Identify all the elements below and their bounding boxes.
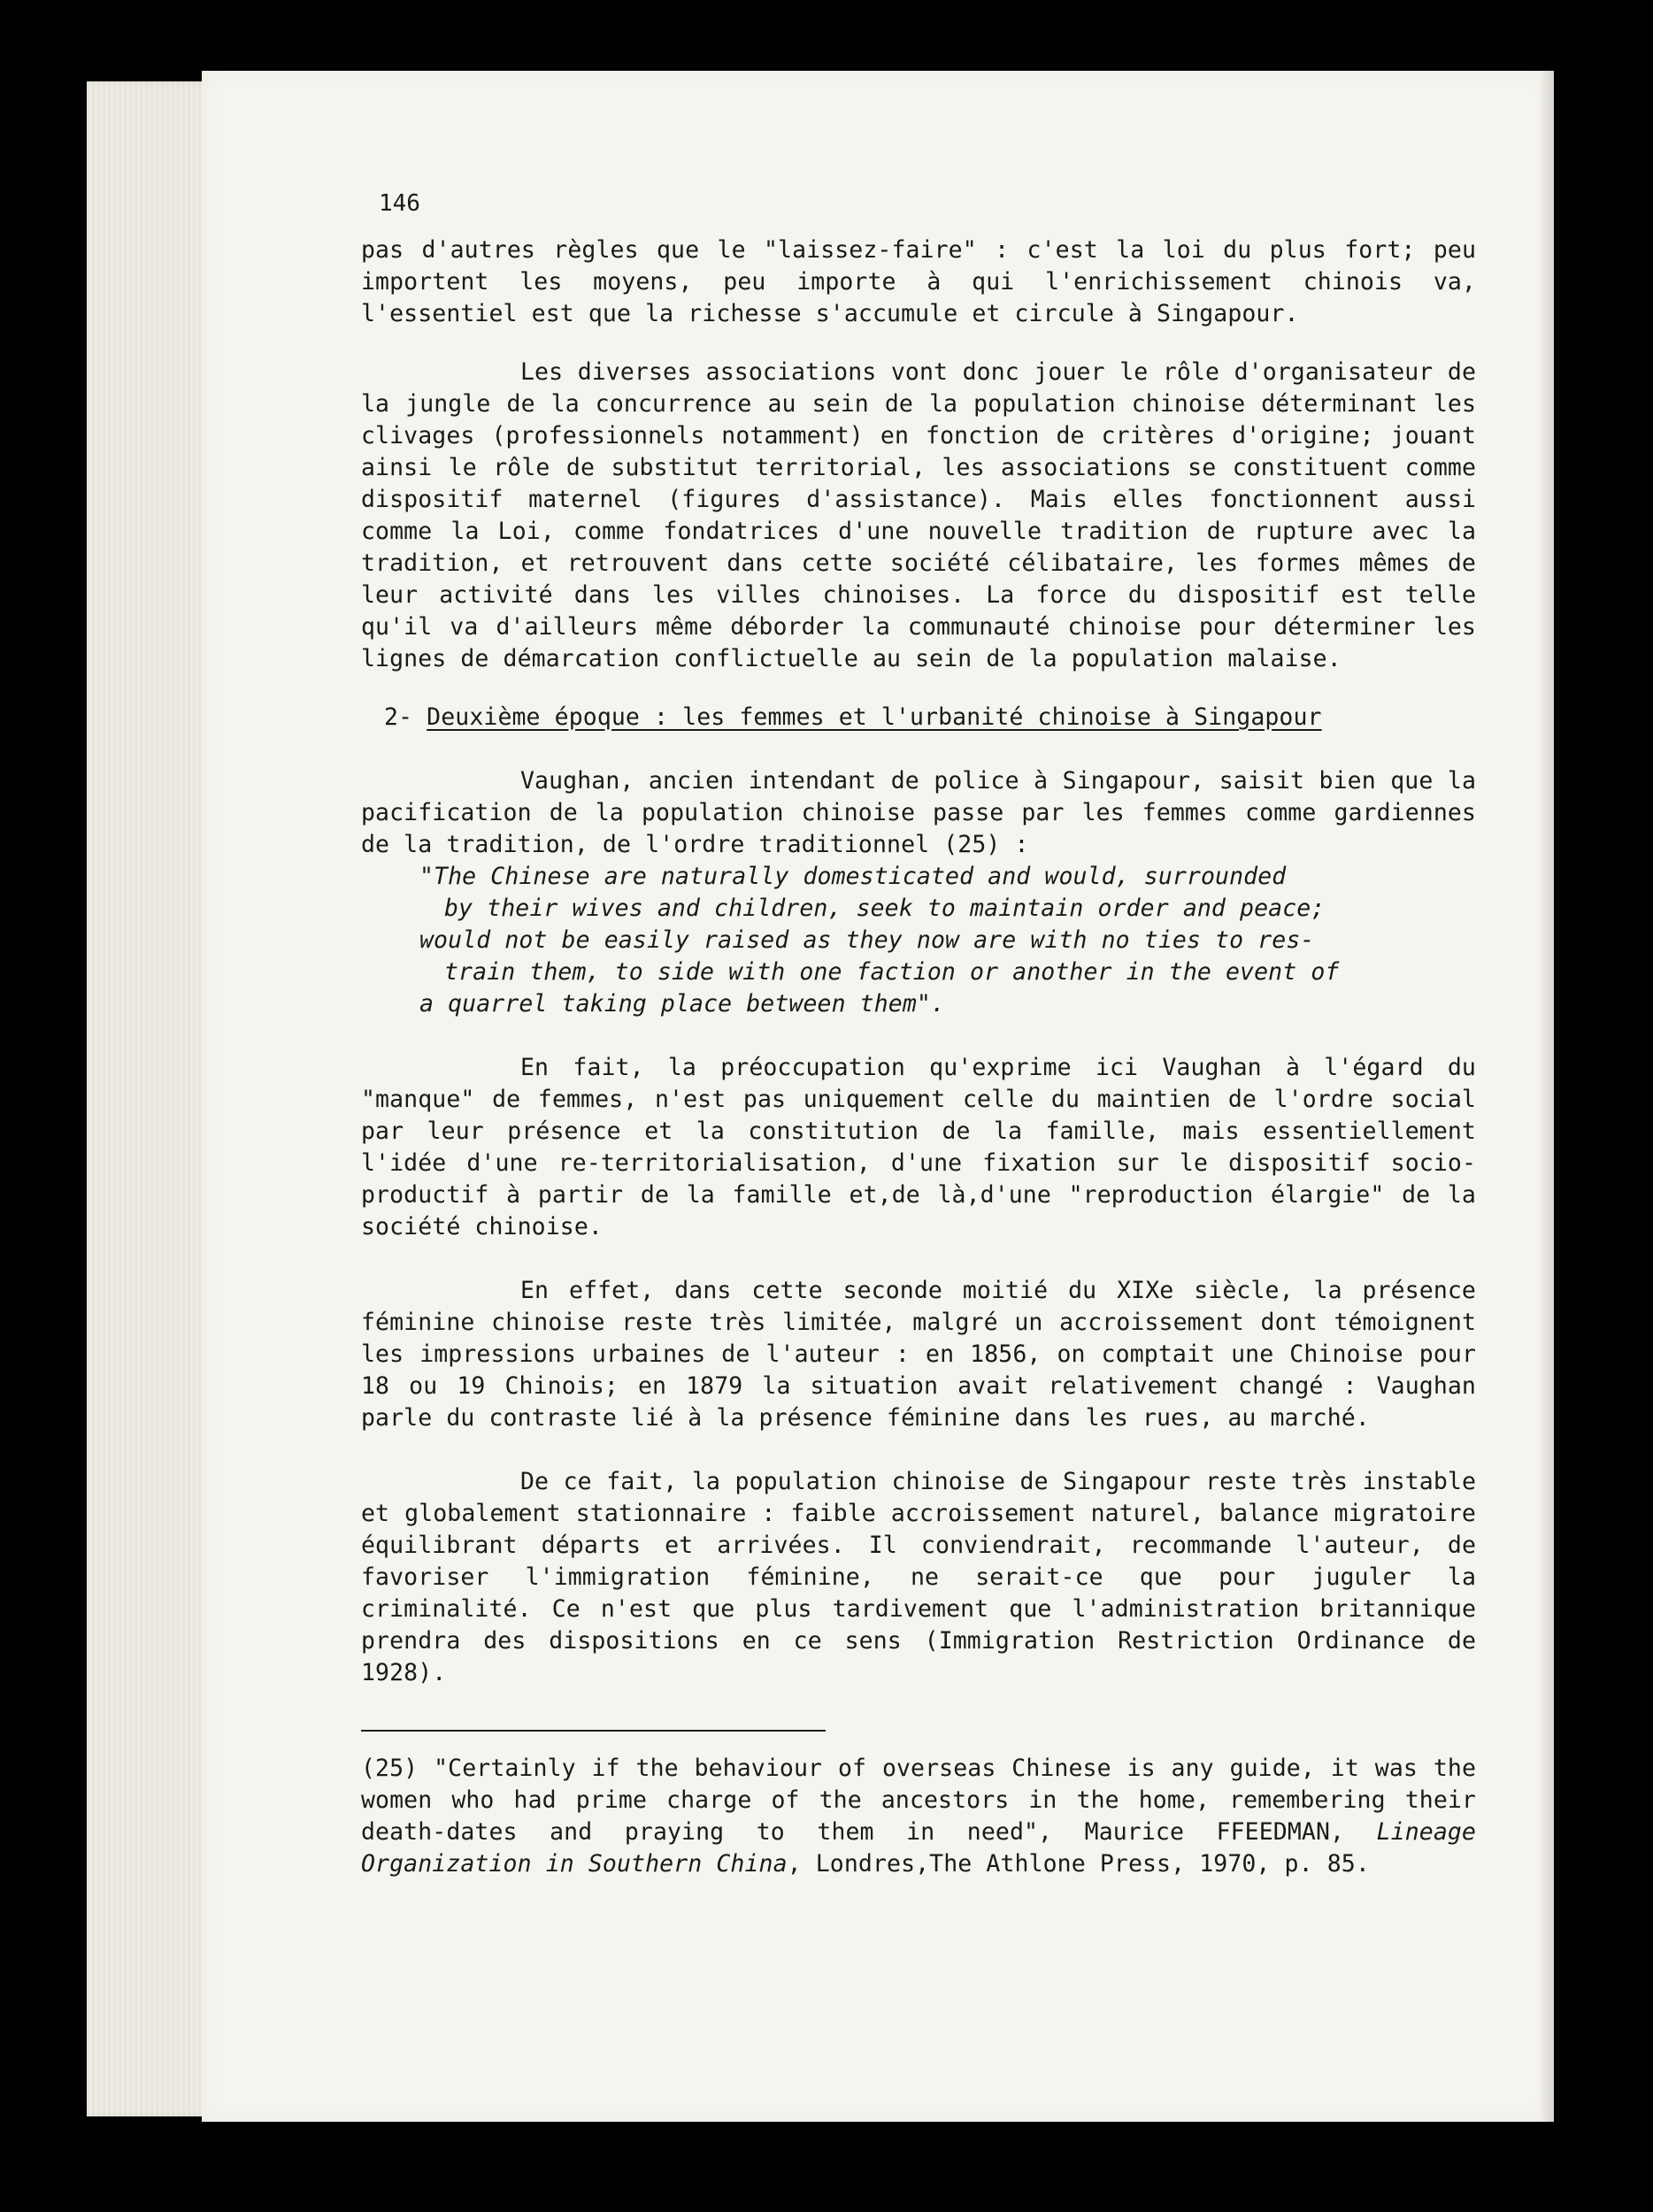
quote-line: would not be easily raised as they now are with no ties to res- [419, 926, 1315, 954]
page-number: 146 [379, 190, 420, 217]
paragraph-4: En fait, la préoccupation qu'exprime ici Vaughan à l'égard du "manque" de femmes, n'est pas uniquement celle du maintien de l'ordre social par leur présence et la constitution de la famille, mais essentiellement l'idée d'une re-territorialisation, d'une fixation sur le dispositif socio-productif à partir de la famille et,de là,d'une "reproduction élargie" de la société chinoise. [361, 1054, 1476, 1240]
footnote-separator [361, 1730, 826, 1732]
body-text [361, 234, 1476, 1880]
quote-line: a quarrel taking place between them". [419, 990, 946, 1018]
block-quote [419, 861, 1476, 1020]
paragraph-1: pas d'autres règles que le "laissez-faire" : c'est la loi du plus fort; peu importent les moyens, peu importe à qui l'enrichissement chinois va, l'essentiel est que la richesse s'accumule et circule à Singapour. [361, 236, 1476, 327]
footnote-book-title: Lineage Organization in Southern China [361, 1818, 1476, 1878]
page-spine [1540, 71, 1554, 2122]
paragraph-2: Les diverses associations vont donc jouer le rôle d'organisateur de la jungle de la concurrence au sein de la population chinoise déterminant les clivages (professionnels notamment) en fonction de critères d'origine; jouant ainsi le rôle de substitut territorial, les associations se constituent comme dispositif maternel (figures d'assistance). Mais elles fonctionnent aussi comme la Loi, comme fondatrices d'une nouvelle tradition de rupture avec la tradition, et retrouvent dans cette société célibataire, les formes mêmes de leur activité dans les villes chinoises. La force du dispositif est telle qu'il va d'ailleurs même déborder la communauté chinoise pour déterminer les lignes de démarcation conflictuelle au sein de la population malaise. [361, 358, 1476, 672]
paragraph-3: Vaughan, ancien intendant de police à Singapour, saisit bien que la pacification de la population chinoise passe par les femmes comme gardiennes de la tradition, de l'ordre traditionnel (25) : [361, 767, 1476, 858]
section-number: 2- [384, 703, 413, 731]
footnote-25 [361, 1753, 1476, 1880]
section-title: Deuxième époque : les femmes et l'urbanité chinoise à Singapour [427, 703, 1322, 731]
paragraph-5: En effet, dans cette seconde moitié du XIXe siècle, la présence féminine chinoise reste très limitée, malgré un accroissement dont témoignent les impressions urbaines de l'auteur : en 1856, on comptait une Chinoise pour 18 ou 19 Chinois; en 1879 la situation avait relativement changé : Vaughan parle du contraste lié à la présence féminine dans les rues, au marché. [361, 1277, 1476, 1432]
footnote-publisher: , Londres,The Athlone Press, 1970, p. 85. [787, 1850, 1370, 1878]
quote-line: "The Chinese are naturally domesticated and would, surrounded [419, 863, 1287, 890]
quote-line: by their wives and children, seek to maintain order and peace; [444, 895, 1326, 922]
section-heading [361, 702, 1476, 733]
paragraph-6: De ce fait, la population chinoise de Singapour reste très instable et globalement stationnaire : faible accroissement naturel, balance migratoire équilibrant départs et arrivées. Il conviendrait, recommande l'auteur, de favoriser l'immigration féminine, ne serait-ce que pour juguler la criminalité. Ce n'est que plus tardivement que l'administration britannique prendra des dispositions en ce sens (Immigration Restriction Ordinance de 1928). [361, 1468, 1476, 1686]
quote-line: train them, to side with one faction or another in the event of [444, 958, 1340, 986]
book-page-edges [87, 81, 219, 2116]
book-page [202, 71, 1554, 2122]
footnote-text: (25) "Certainly if the behaviour of overseas Chinese is any guide, it was the women who had prime charge of the ancestors in the home, remembering their death-dates and praying to them in need", Maurice FFEEDMAN, [361, 1755, 1476, 1846]
